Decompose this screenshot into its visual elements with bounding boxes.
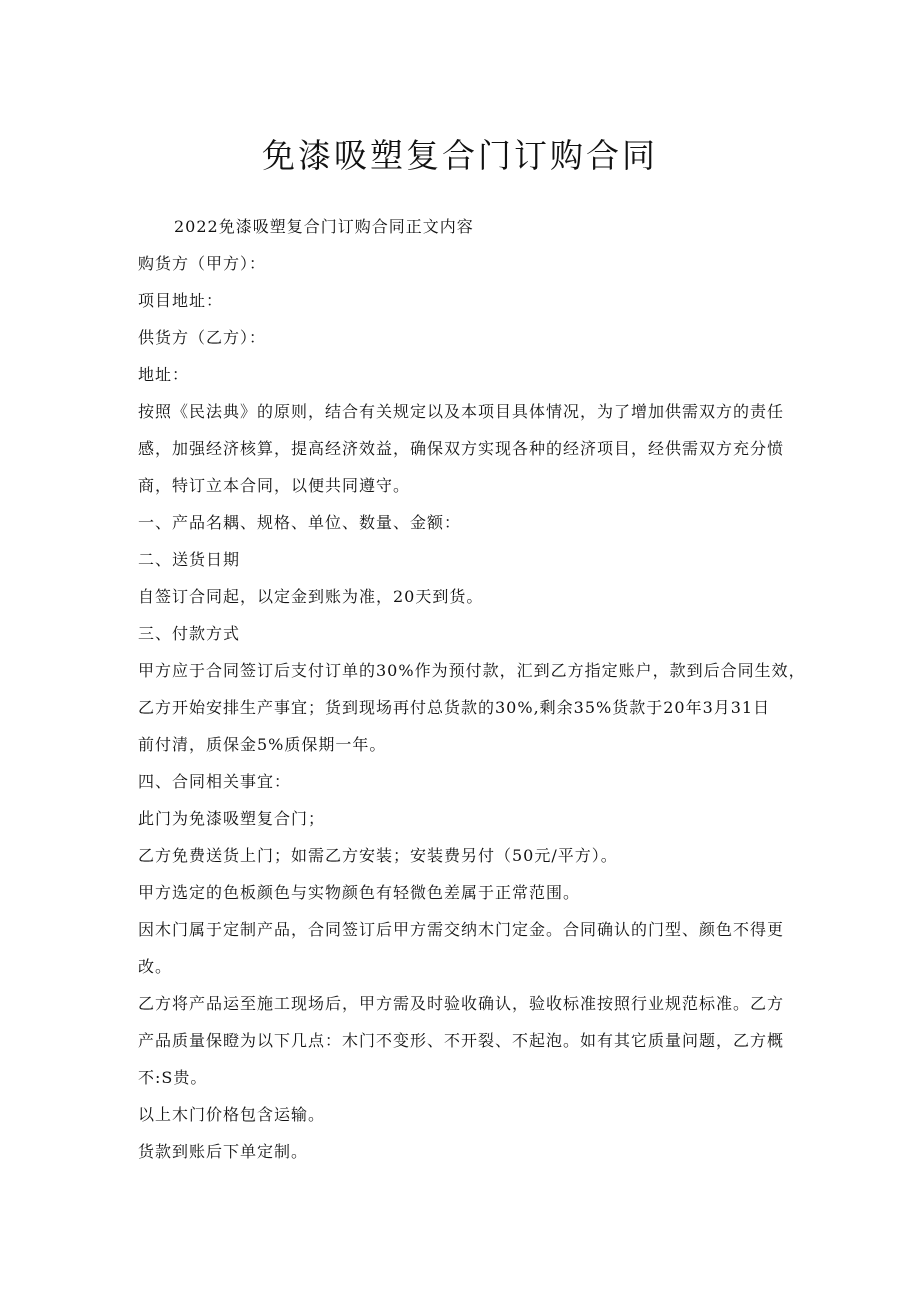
matters-item: 甲方选定的色板颜色与实物颜色有轻微色差属于正常范围。 [138,883,581,902]
delivery-text: 自签订合同起，以定金到账为准，20天到货。 [138,587,484,606]
document-title: 免漆吸塑复合门订购合同 [262,136,658,175]
matters-item: 以上木门价格包含运输。 [138,1105,326,1124]
document-body [138,208,806,1170]
payment-text-line: 乙方开始安排生产事宜；货到现场再付总货款的30%,剩余35%货款于20年3月31日 [138,698,771,717]
section-heading-payment: 三、付款方式 [138,624,241,643]
matters-item: 因木门属于定制产品，合同签订后甲方需交纳木门定金。合同确认的门型、颜色不得更 [138,920,785,939]
preamble-line: 商，特订立本合同，以便共同遵守。 [138,476,411,495]
matters-item: 乙方免费送货上门；如需乙方安装；安装费另付（50元/平方）。 [138,846,618,865]
address-line: 地址： [138,365,190,384]
matters-item: 改。 [138,957,173,976]
payment-text-line: 前付清，质保金5%质保期一年。 [138,735,387,754]
supplier-line: 供货方（乙方）： [138,328,267,347]
matters-item: 不:S贵。 [138,1068,208,1087]
document-subtitle: 2022免漆吸塑复合门订购合同正文内容 [174,217,474,236]
section-heading-products: 一、产品名耦、规格、单位、数量、金额： [138,513,462,532]
matters-item: 此门为免漆吸塑复合门； [138,809,326,828]
buyer-line: 购货方（甲方）： [138,254,267,273]
matters-item: 产品质量保瞪为以下几点：木门不变形、不开裂、不起泡。如有其它质量问题，乙方概 [138,1031,785,1050]
matters-item: 货款到账后下单定制。 [138,1142,309,1161]
payment-text-line: 甲方应于合同签订后支付订单的30%作为预付款，汇到乙方指定账户，款到后合同生效， [138,661,806,680]
preamble-line: 按照《民法典》的原则，结合有关规定以及本项目具体情况，为了增加供需双方的责任 [138,402,785,421]
matters-item: 乙方将产品运至施工现场后，甲方需及时验收确认，验收标准按照行业规范标准。乙方 [138,994,785,1013]
section-heading-delivery: 二、送货日期 [138,550,241,569]
project-address-line: 项目地址： [138,291,224,310]
preamble-line: 感，加强经济核算，提高经济效益，确保双方实现各种的经济项目，经供需双方充分愤 [138,439,785,458]
section-heading-matters: 四、合同相关事宜： [138,772,292,791]
